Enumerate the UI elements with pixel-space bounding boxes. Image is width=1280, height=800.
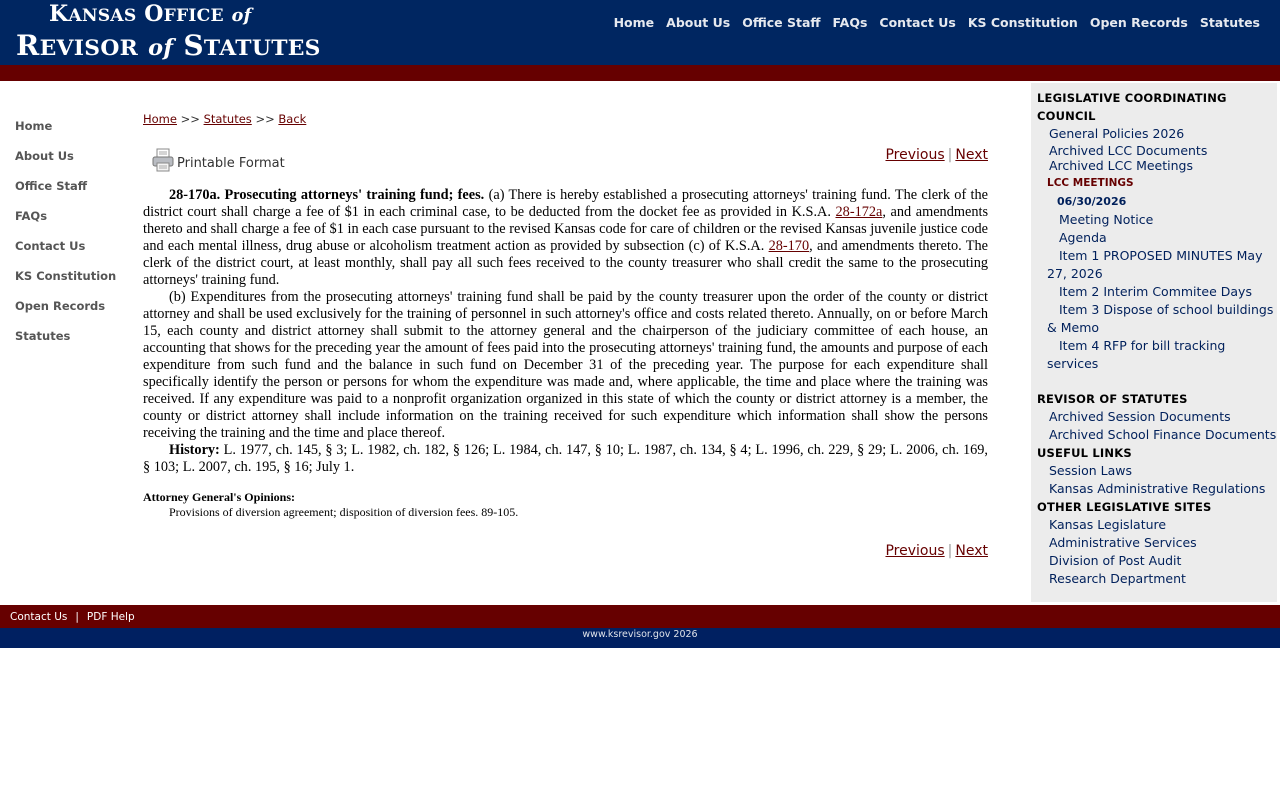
top-nav-home[interactable]: Home (613, 15, 655, 30)
other-sites-heading: OTHER LEGISLATIVE SITES (1037, 500, 1212, 514)
sidebar-link-archived-session-documents[interactable]: Archived Session Documents (1049, 409, 1231, 424)
statute-title: 28-170a. Prosecuting attorneys' training fund; fees. (169, 187, 485, 203)
ag-opinions-title: Attorney General's Opinions: (143, 490, 295, 504)
previous-link[interactable]: Previous (885, 543, 945, 559)
pagination-top (885, 147, 988, 163)
left-nav-office-staff[interactable]: Office Staff (15, 179, 88, 193)
pagination-divider: | (947, 543, 953, 559)
left-nav-ks-constitution[interactable]: KS Constitution (15, 269, 117, 283)
top-nav (614, 15, 1260, 31)
top-nav-open-records[interactable]: Open Records (1089, 15, 1188, 30)
pagination-bottom-row (143, 543, 988, 563)
lcc-meetings-heading: LCC MEETINGS (1047, 177, 1134, 189)
top-nav-about-us[interactable]: About Us (666, 15, 731, 30)
next-link[interactable]: Next (955, 543, 988, 559)
lcc-heading: LEGISLATIVE COORDINATING COUNCIL (1037, 91, 1227, 123)
left-nav-contact-us[interactable]: Contact Us (15, 239, 86, 253)
footer-contact-us[interactable]: Contact Us (10, 610, 68, 623)
statute-link-28-172a[interactable]: 28-172a (835, 204, 883, 220)
header-accent-bar (0, 65, 1280, 81)
top-nav-contact-us[interactable]: Contact Us (879, 15, 956, 30)
sidebar-link-item-4[interactable]: Item 4 RFP for bill tracking services (1047, 338, 1226, 371)
sidebar-link-item-3[interactable]: Item 3 Dispose of school buildings & Memo (1047, 302, 1274, 335)
meeting-date: 06/30/2026 (1057, 195, 1127, 208)
site-logo[interactable] (16, 0, 321, 65)
left-nav-statutes[interactable]: Statutes (15, 329, 71, 343)
breadcrumb-home[interactable]: Home (143, 112, 177, 126)
right-sidebar (1031, 83, 1277, 602)
sidebar-link-research-department[interactable]: Research Department (1049, 571, 1186, 586)
breadcrumb-separator: >> (255, 112, 275, 126)
breadcrumb-statutes[interactable]: Statutes (203, 112, 252, 126)
sidebar-link-kansas-admin-regulations[interactable]: Kansas Administrative Regulations (1049, 481, 1266, 496)
footer-links-bar (0, 605, 1280, 628)
left-nav-faqs[interactable]: FAQs (15, 209, 48, 223)
footer-separator: | (75, 610, 79, 623)
history-label: History: (169, 442, 220, 458)
top-nav-ks-constitution[interactable]: KS Constitution (967, 15, 1078, 30)
sidebar-link-division-of-post-audit[interactable]: Division of Post Audit (1049, 553, 1182, 568)
previous-link[interactable]: Previous (885, 147, 945, 163)
breadcrumb (143, 111, 988, 127)
main-content (143, 111, 988, 563)
printable-format-label: Printable Format (177, 155, 285, 171)
footer-copyright: www.ksrevisor.gov 2026 (0, 628, 1280, 648)
left-nav-open-records[interactable]: Open Records (15, 299, 106, 313)
statute-paragraph-b: (b) Expenditures from the prosecuting attorneys' training fund shall be paid by the county treasurer upon the order of the county or district attorney and shall be used exclusively for the training of personnel in such attorney's office and costs related thereto. Annually, on or before March 15, each county and district attorney shall submit to the attorney general and the chairperson of the judiciary committee of each house, an accounting that shows for the preceding year the amount of fees paid into the prosecuting attorneys' training fund, the amounts and purpose of each expenditure from such fund and the balance in such fund on December 31 of the preceding year. The purpose for each expenditure shall specifically identify the person or persons for whom the expenditure was made and, where applicable, the time and place where the training was received. If any expenditure was paid to a nonprofit organization organized in this state of which the county or district attorney is a member, the county or district attorney shall include information on the training received for such expenditure which information shall show the persons receiving the training and the time and place thereof. (143, 289, 988, 441)
printable-format-button[interactable] (151, 147, 285, 173)
statute-link-28-170[interactable]: 28-170 (768, 238, 810, 254)
attorney-general-opinions (143, 490, 988, 520)
statute-paragraph-a: 28-170a. Prosecuting attorneys' training fund; fees. (a) There is hereby established a prosecuting attorneys' training fund. The clerk of the district court shall charge a fee of $1 in each criminal case, to be deducted from the docket fee as provided in K.S.A. 28-172a, and amendments thereto and shall charge a fee of $1 in each case pursuant to the revised Kansas code for care of children or the revised Kansas juvenile justice code and each mental illness, drug abuse or alcoholism treatment action as provided by subsection (c) of K.S.A. 28-170, and amendments thereto. The clerk of the district court, at least monthly, shall pay all such fees received to the county treasurer who shall credit the same to the prosecuting attorneys' training fund. (143, 187, 989, 288)
sidebar-link-general-policies[interactable]: General Policies 2026 (1049, 126, 1185, 141)
sidebar-link-agenda[interactable]: Agenda (1059, 230, 1107, 245)
logo-line-2: REVISOR of STATUTES (16, 29, 321, 62)
revisor-heading: REVISOR OF STATUTES (1037, 392, 1188, 406)
breadcrumb-back[interactable]: Back (278, 112, 307, 126)
left-nav-about-us[interactable]: About Us (15, 149, 74, 163)
top-nav-statutes[interactable]: Statutes (1199, 15, 1260, 30)
statute-text (143, 187, 988, 476)
ag-opinions-text: Provisions of diversion agreement; disposition of diversion fees. 89-105. (169, 505, 519, 519)
sidebar-link-archived-school-finance[interactable]: Archived School Finance Documents (1049, 427, 1277, 442)
breadcrumb-separator: >> (180, 112, 200, 126)
top-nav-office-staff[interactable]: Office Staff (742, 15, 821, 30)
logo-line-1: KANSAS OFFICE of (49, 1, 252, 27)
sidebar-spacer (1037, 373, 1277, 390)
footer-pdf-help[interactable]: PDF Help (86, 610, 135, 623)
sidebar-link-archived-lcc-documents[interactable]: Archived LCC Documents (1049, 143, 1208, 158)
pagination-divider: | (947, 147, 953, 163)
site-header (0, 0, 1280, 65)
left-nav (15, 118, 135, 358)
useful-links-heading: USEFUL LINKS (1037, 446, 1132, 460)
toolbar (143, 147, 988, 187)
printer-icon (151, 147, 175, 173)
sidebar-link-meeting-notice[interactable]: Meeting Notice (1059, 212, 1154, 227)
sidebar-link-archived-lcc-meetings[interactable]: Archived LCC Meetings (1049, 158, 1193, 173)
statute-history: History: L. 1977, ch. 145, § 3; L. 1982, ch. 182, § 126; L. 1984, ch. 147, § 10; L. 1987, ch. 134, § 4; L. 1996, ch. 229, § 29; L. 2006, ch. 169, § 103; L. 2007, ch. 195, § 16; July 1. (143, 442, 988, 475)
sidebar-link-kansas-legislature[interactable]: Kansas Legislature (1049, 517, 1167, 532)
sidebar-link-item-2[interactable]: Item 2 Interim Commitee Days (1059, 284, 1252, 299)
sidebar-link-administrative-services[interactable]: Administrative Services (1049, 535, 1197, 550)
top-nav-faqs[interactable]: FAQs (832, 15, 868, 30)
next-link[interactable]: Next (955, 147, 988, 163)
pagination-bottom (885, 543, 988, 559)
sidebar-link-item-1[interactable]: Item 1 PROPOSED MINUTES May 27, 2026 (1047, 248, 1263, 281)
left-nav-home[interactable]: Home (15, 119, 53, 133)
sidebar-link-session-laws[interactable]: Session Laws (1049, 463, 1133, 478)
